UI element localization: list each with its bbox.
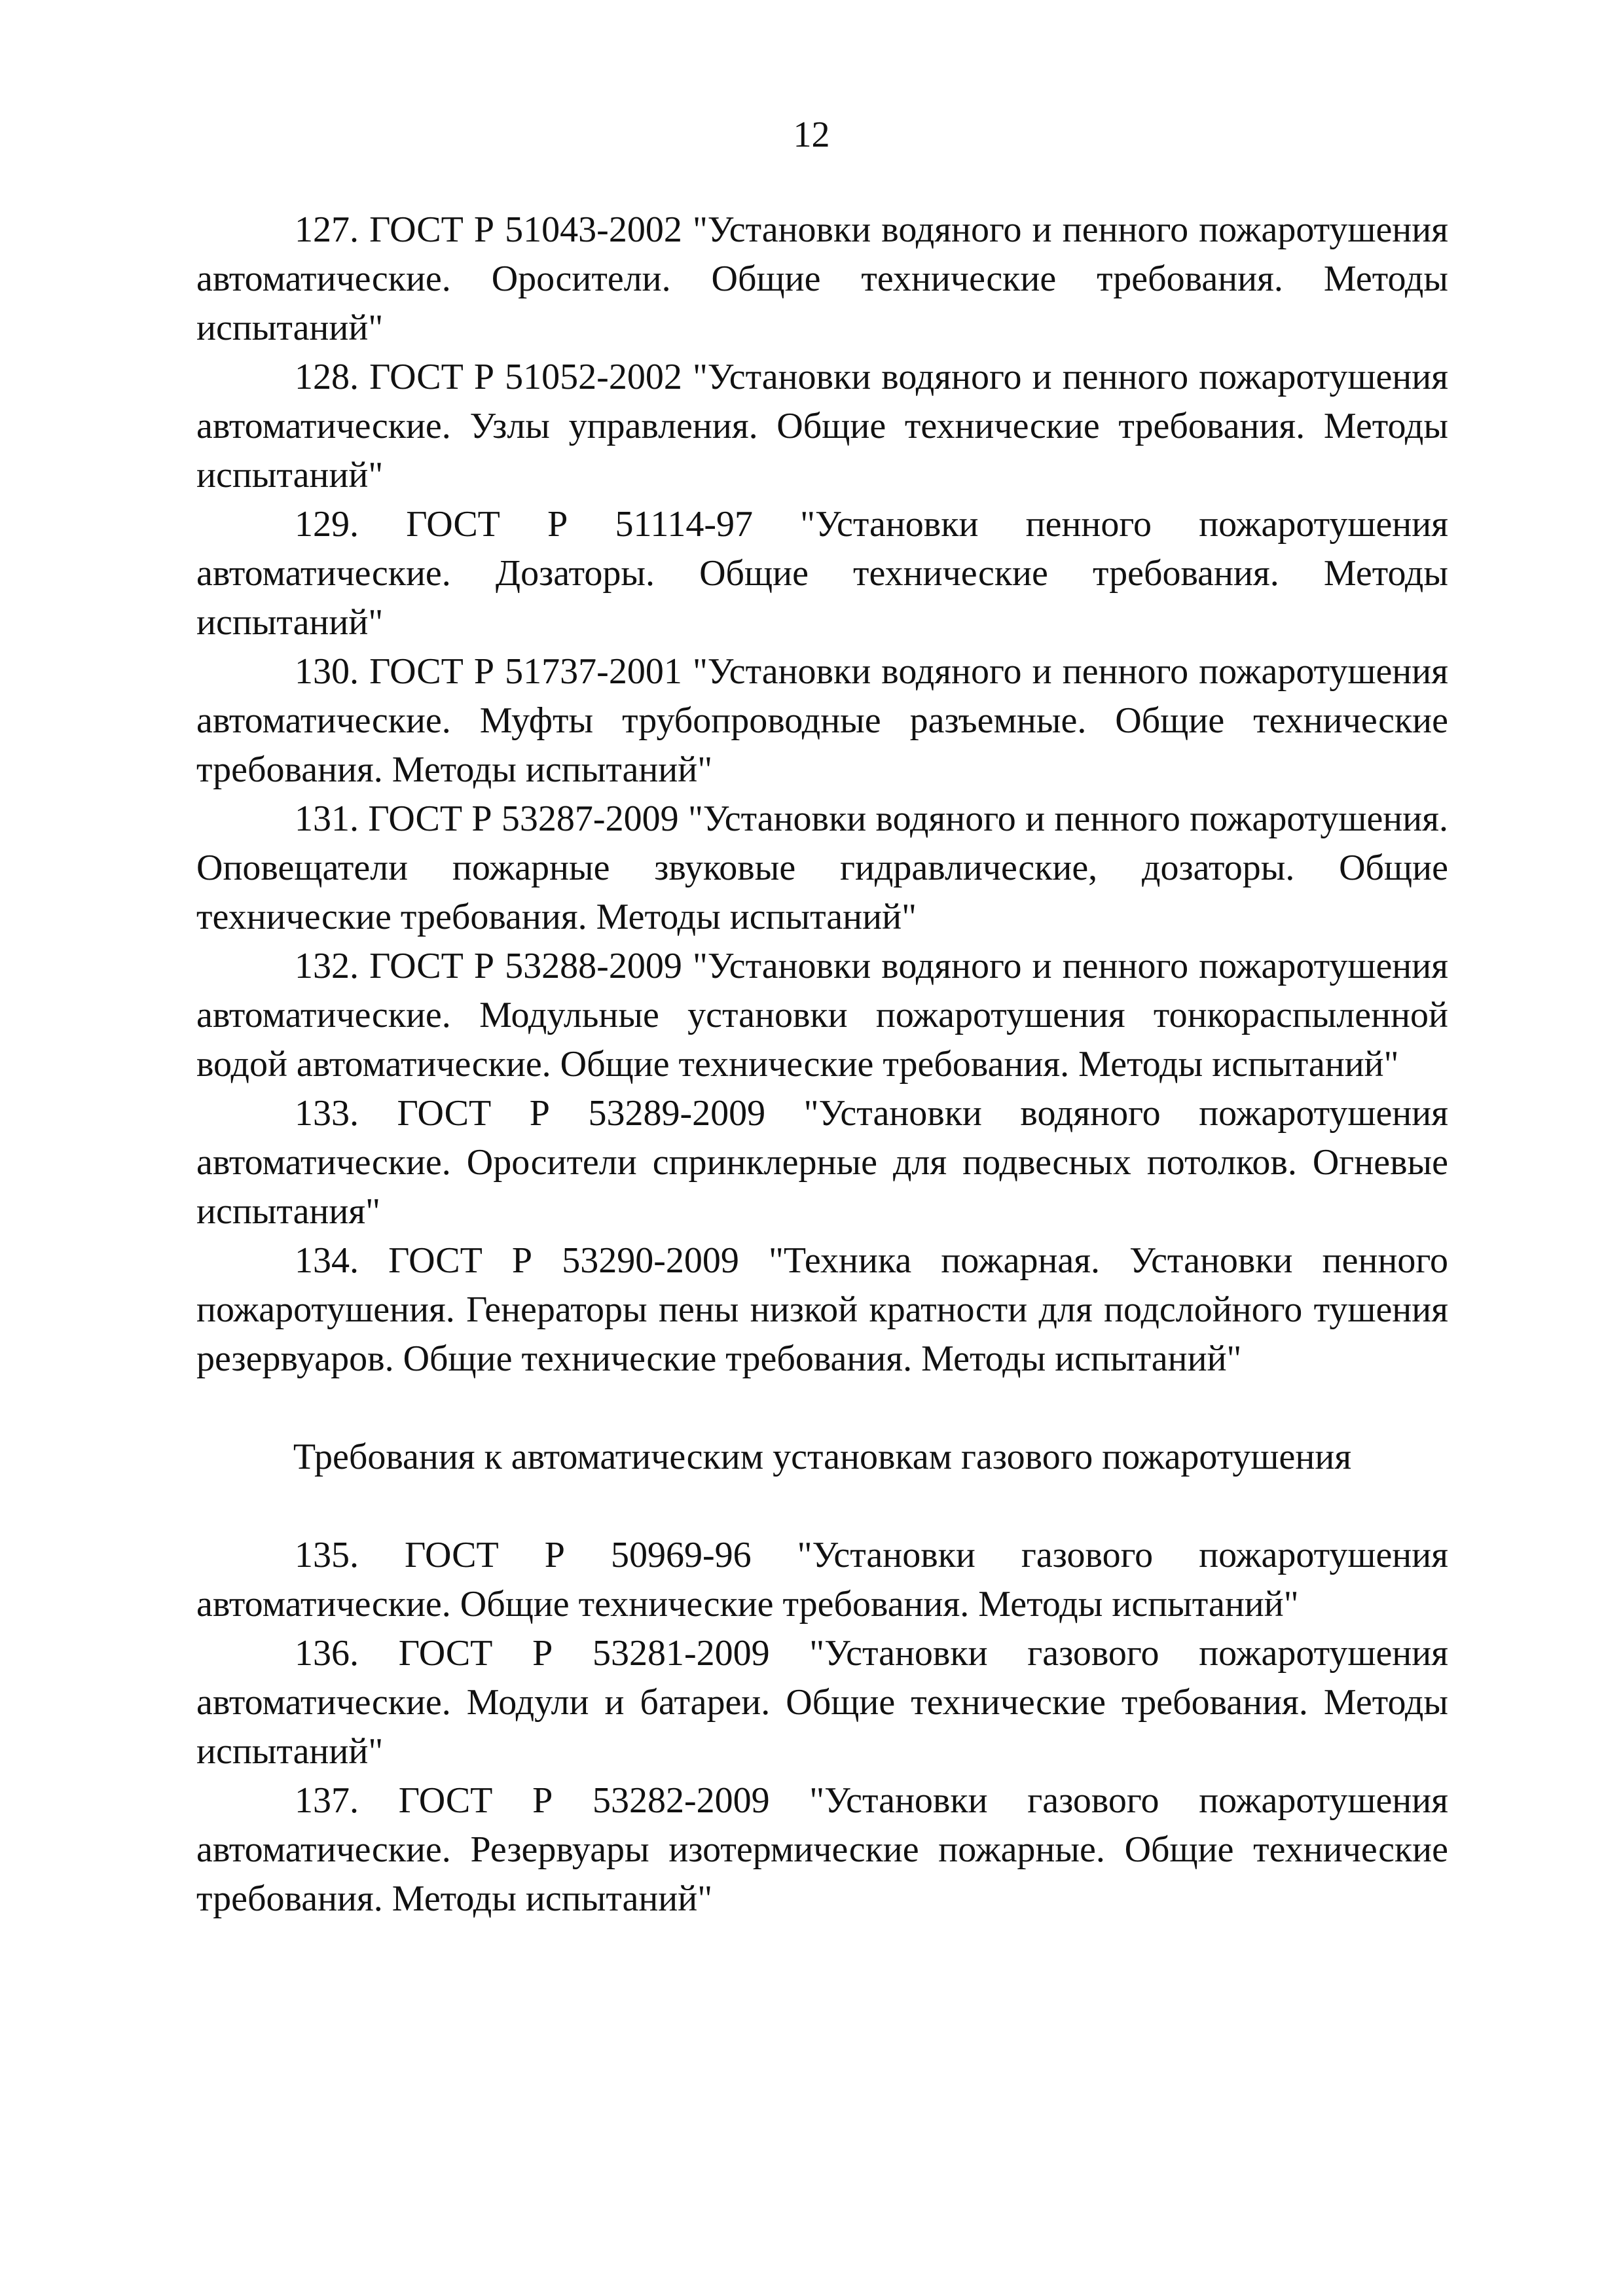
page-number: 12: [793, 115, 830, 155]
list-item-135: 135. ГОСТ Р 50969-96 "Установки газового пожаротушения автоматические. Общие технические требования. Методы испытаний": [196, 1535, 1448, 1624]
list-item-137: 137. ГОСТ Р 53282-2009 "Установки газового пожаротушения автоматические. Резервуары изотермические пожарные. Общие технические требования. Методы испытаний": [196, 1780, 1448, 1919]
list-item-132: 132. ГОСТ Р 53288-2009 "Установки водяного и пенного пожаротушения автоматические. Модульные установки пожаротушения тонкораспыленной водой автоматические. Общие технические требования. Методы испытаний": [196, 946, 1448, 1085]
list-item-128: 128. ГОСТ Р 51052-2002 "Установки водяного и пенного пожаротушения автоматические. Узлы управления. Общие технические требования. Методы испытаний": [196, 357, 1448, 495]
list-item-129: 129. ГОСТ Р 51114-97 "Установки пенного пожаротушения автоматические. Дозаторы. Общие технические требования. Методы испытаний": [196, 504, 1448, 643]
section-heading: Требования к автоматическим установкам газового пожаротушения: [293, 1437, 1352, 1477]
list-item-130: 130. ГОСТ Р 51737-2001 "Установки водяного и пенного пожаротушения автоматические. Муфты трубопроводные разъемные. Общие технические требования. Методы испытаний": [196, 651, 1448, 790]
list-item-127: 127. ГОСТ Р 51043-2002 "Установки водяного и пенного пожаротушения автоматические. Оросители. Общие технические требования. Методы испытаний": [196, 209, 1448, 348]
list-item-131: 131. ГОСТ Р 53287-2009 "Установки водяного и пенного пожаротушения. Оповещатели пожарные звуковые гидравлические, дозаторы. Общие технические требования. Методы испытаний": [196, 798, 1448, 937]
list-item-136: 136. ГОСТ Р 53281-2009 "Установки газового пожаротушения автоматические. Модули и батареи. Общие технические требования. Методы испытаний": [196, 1633, 1448, 1772]
list-item-134: 134. ГОСТ Р 53290-2009 "Техника пожарная. Установки пенного пожаротушения. Генераторы пены низкой кратности для подслойного тушения резервуаров. Общие технические требования. Методы испытаний": [196, 1240, 1448, 1379]
list-item-133: 133. ГОСТ Р 53289-2009 "Установки водяного пожаротушения автоматические. Оросители спринклерные для подвесных потолков. Огневые испытания": [196, 1093, 1448, 1232]
document-body: [196, 206, 1448, 1924]
